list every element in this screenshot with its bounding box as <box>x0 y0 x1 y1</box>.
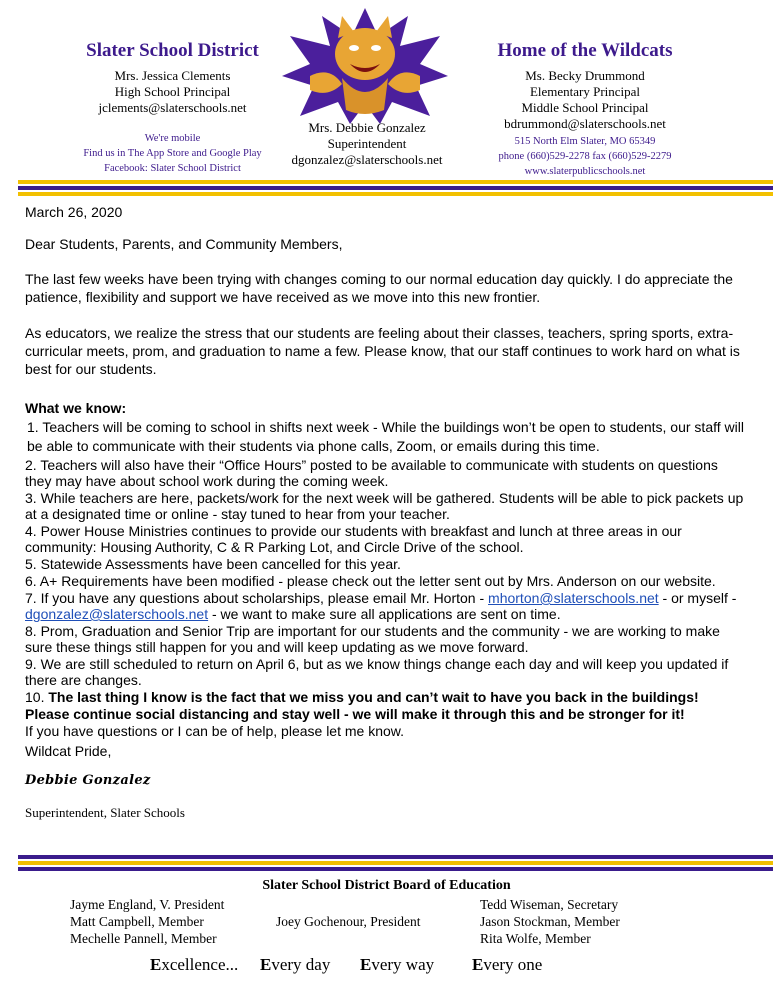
header-left-block <box>60 40 285 176</box>
hs-principal-title: High School Principal <box>114 84 231 99</box>
logo-cat-head <box>335 28 395 80</box>
board-member: Matt Campbell, Member <box>70 914 204 929</box>
signer-title: Superintendent, Slater Schools <box>25 805 185 820</box>
list-item: 2. Teachers will also have their “Office Hours” posted to be available to communicate with students on questions they may have about school work during the coming week. <box>25 457 718 489</box>
board-member: Jason Stockman, Member <box>480 914 620 929</box>
item10-number: 10. <box>25 689 49 705</box>
horton-email-link[interactable]: mhorton@slaterschools.net <box>488 590 659 606</box>
signature: Debbie Gonzalez <box>25 773 151 788</box>
board-member: Joey Gochenour, President <box>276 914 421 929</box>
board-member: Jayme England, V. President <box>70 897 225 912</box>
motto-every-one <box>472 955 542 975</box>
motto-cap: E <box>472 955 484 974</box>
board-right-column <box>480 896 620 947</box>
header-right-block <box>470 40 700 179</box>
board-left-column <box>70 896 224 947</box>
district-phone-fax: phone (660)529-2278 fax (660)529-2279 <box>498 151 672 162</box>
letter-date: March 26, 2020 <box>25 204 123 220</box>
motto-every-way <box>360 955 434 975</box>
motto-cap: E <box>360 955 372 974</box>
district-title: Slater School District <box>86 40 259 61</box>
district-website: www.slaterpublicschools.net <box>524 166 646 177</box>
facebook-note: Facebook: Slater School District <box>104 163 241 174</box>
wildcats-title: Home of the Wildcats <box>497 40 673 61</box>
board-member: Tedd Wiseman, Secretary <box>480 897 619 912</box>
header-center-block <box>262 120 472 168</box>
ms-principal-title: Middle School Principal <box>521 100 649 115</box>
elem-principal-name: Ms. Becky Drummond <box>525 68 645 83</box>
board-member: Mechelle Pannell, Member <box>70 931 217 946</box>
letter-paragraph-1: The last few weeks have been trying with changes coming to our normal education day quickly. I do appreciate the patience, flexibility and support we have received as we move into this new frontier. <box>25 271 733 305</box>
mobile-note: We're mobile <box>144 133 201 144</box>
app-store-note: Find us in The App Store and Google Play <box>83 148 262 159</box>
motto-rest: very way <box>371 955 435 974</box>
motto-rest: xcellence... <box>161 955 239 974</box>
footer-divider <box>18 855 773 871</box>
item7-text-b: - or myself - <box>658 590 737 606</box>
wildcat-logo <box>280 6 450 124</box>
list-item-miss-you <box>25 689 747 705</box>
letter-paragraph-2: As educators, we realize the stress that our students are feeling about their classes, teachers, spring sports, extra-curricular meets, prom, and graduation to name a few. Please know, that our staff continues to work hard on what is best for our students. <box>25 325 740 377</box>
list-item: 3. While teachers are here, packets/work for the next week will be gathered. Students will be able to pick packets up at a designated time or online - stay tuned to hear from your teacher. <box>25 490 744 522</box>
divider-purple-stripe <box>18 867 773 871</box>
item10-bold-text: The last thing I know is the fact that we miss you and can’t wait to have you back in the buildings! <box>48 689 699 705</box>
superintendent-title: Superintendent <box>327 136 407 151</box>
list-item-scholarships <box>25 590 747 622</box>
motto-excellence <box>150 955 238 975</box>
list-item: 6. A+ Requirements have been modified - please check out the letter sent out by Mrs. Anderson on our website. <box>25 573 716 589</box>
motto-rest: very one <box>483 955 543 974</box>
superintendent-name: Mrs. Debbie Gonzalez <box>308 120 426 135</box>
list-item: 1. Teachers will be coming to school in shifts next week - While the buildings won’t be open to students, our staff will be able to communicate with their students via phone calls, Zoom, or emails during this time. <box>27 419 744 454</box>
logo-eye-left <box>349 45 359 51</box>
letter-greeting: Dear Students, Parents, and Community Members, <box>25 236 343 252</box>
what-we-know-list <box>25 418 747 740</box>
divider-gold-stripe <box>18 192 773 196</box>
elem-principal-title: Elementary Principal <box>529 84 641 99</box>
header-divider <box>18 180 773 196</box>
motto-every-day <box>260 955 330 975</box>
letter-closing: Wildcat Pride, <box>25 743 112 759</box>
motto-rest: very day <box>271 955 331 974</box>
board-center-column <box>276 913 421 930</box>
social-distancing-note: Please continue social distancing and stay well - we will make it through this and be stronger for it! <box>25 706 685 722</box>
list-item: 9. We are still scheduled to return on April 6, but as we know things change each day and will keep you updated if there are changes. <box>25 656 729 688</box>
questions-note: If you have questions or I can be of help, please let me know. <box>25 723 405 739</box>
gonzalez-email-link[interactable]: dgonzalez@slaterschools.net <box>25 606 209 622</box>
hs-principal-email: jclements@slaterschools.net <box>98 100 247 115</box>
district-address: 515 North Elm Slater, MO 65349 <box>514 136 656 147</box>
list-item: 8. Prom, Graduation and Senior Trip are important for our students and the community - we are working to make sure these things still happen for you and will keep updating as we move forward. <box>25 623 720 655</box>
what-we-know-heading: What we know: <box>25 400 127 416</box>
motto-cap: E <box>150 955 162 974</box>
hs-principal-name: Mrs. Jessica Clements <box>114 68 231 83</box>
superintendent-email: dgonzalez@slaterschools.net <box>291 152 443 167</box>
motto-cap: E <box>260 955 272 974</box>
logo-eye-right <box>371 45 381 51</box>
list-item: 4. Power House Ministries continues to provide our students with breakfast and lunch at three areas in our community: Housing Authority, C & R Parking Lot, and Circle Drive of the school. <box>25 523 682 555</box>
item7-text-c: - we want to make sure all applications are sent on time. <box>208 606 561 622</box>
item7-text-a: 7. If you have any questions about scholarships, please email Mr. Horton - <box>25 590 489 606</box>
board-title: Slater School District Board of Education <box>262 878 511 893</box>
board-member: Rita Wolfe, Member <box>480 931 591 946</box>
list-item: 5. Statewide Assessments have been cancelled for this year. <box>25 556 401 572</box>
elem-principal-email: bdrummond@slaterschools.net <box>504 116 666 131</box>
